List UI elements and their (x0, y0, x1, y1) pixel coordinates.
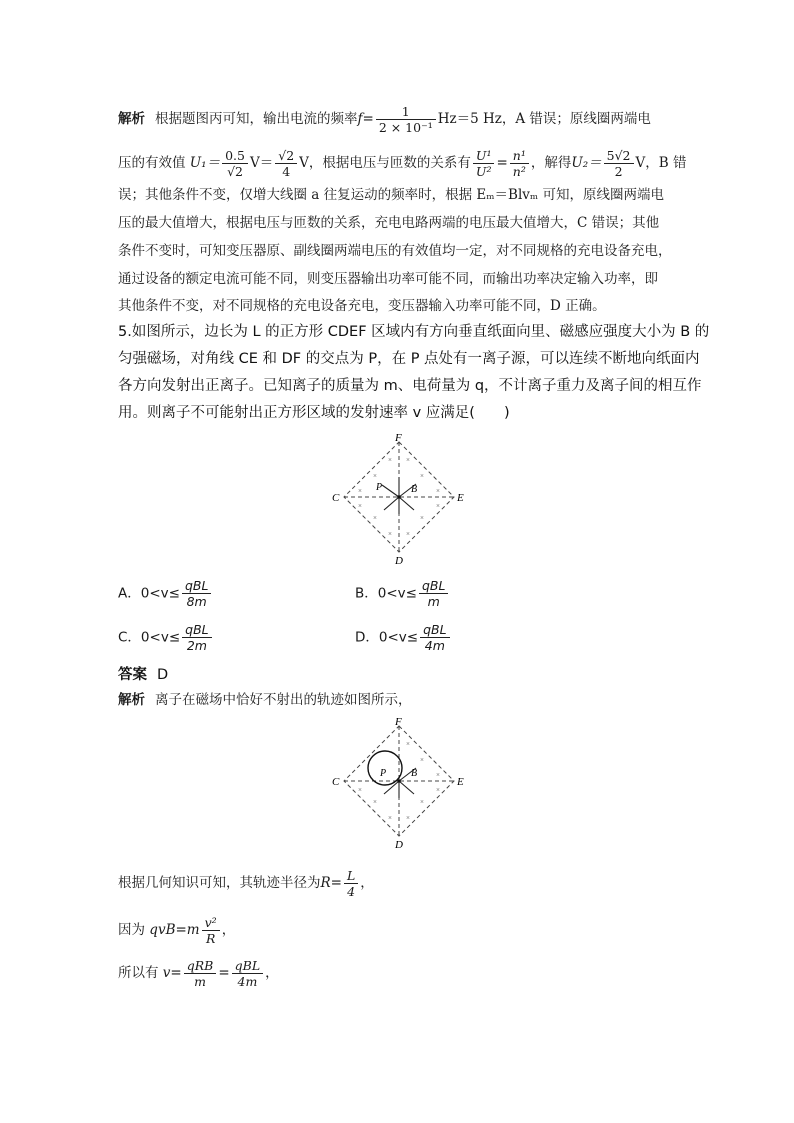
label-p: P (376, 482, 383, 493)
svg-text:×: × (420, 514, 424, 522)
svg-text:×: × (373, 798, 377, 806)
question5-line2: 匀强磁场，对角线 CE 和 DF 的交点为 P，在 P 点处有一离子源，可以连续不断地向纸面内 (118, 351, 700, 367)
question5-line4: 用。则离子不可能射出正方形区域的发射速率 v 应满足( ) (118, 405, 510, 421)
svg-text:×: × (406, 814, 410, 822)
analysis2-force: 因为 qvB=m $\frac{\text{v²}}{R}$ ， (118, 915, 236, 946)
label-c: C (332, 776, 340, 788)
analysis1-line1: 解析 根据题图丙可知，输出电流的频率f= $\frac{1}{\text{2 × 10⁻¹}}$ Hz＝5 Hz，A 错误；原线圈两端电 (118, 104, 651, 135)
analysis1-line6: 通过设备的额定电流可能不同，则变压器输出功率可能不同，而输出功率决定输入功率，即 (118, 271, 658, 287)
svg-text:×: × (436, 786, 440, 794)
svg-text:×: × (436, 502, 440, 510)
fraction: $\frac{1}{\text{2 × 10⁻¹}}$ (376, 104, 436, 135)
svg-text:×: × (358, 502, 362, 510)
svg-text:×: × (406, 456, 410, 464)
svg-text:×: × (388, 456, 392, 464)
question5-line1: 5.如图所示，边长为 L 的正方形 CDEF 区域内有方向垂直纸面向里、磁感应强度大小为 B 的 (118, 324, 710, 340)
label-c: C (332, 492, 340, 504)
label-b: B (411, 484, 418, 495)
analysis1-line5: 条件不变时，可知变压器原、副线圈两端电压的有效值均一定，对不同规格的充电设备充电， (118, 243, 672, 259)
label-p: P (380, 768, 387, 779)
analysis1-line7: 其他条件不变，对不同规格的充电设备充电，变压器输入功率可能不同，D 正确。 (118, 298, 606, 314)
option-c[interactable]: C．0<v≤ $\frac{\text{qBL}}{2m}$ (118, 622, 214, 653)
fraction: $\frac{√2}{4}$ (275, 148, 297, 179)
svg-text:×: × (388, 814, 392, 822)
svg-text:×: × (420, 472, 424, 480)
figure-trajectory (330, 716, 470, 852)
label-d: D (395, 555, 403, 567)
figure-square-field (330, 432, 470, 568)
svg-text:×: × (373, 514, 377, 522)
svg-text:×: × (373, 472, 377, 480)
analysis1-line4: 压的最大值增大，根据电压与匝数的关系，充电电路两端的电压最大值增大，C 错误；其他 (118, 215, 660, 231)
fraction: $\frac{0.5}{√2}$ (222, 148, 248, 179)
svg-text:×: × (420, 756, 424, 764)
analysis2-radius: 根据几何知识可知，其轨迹半径为R= $\frac{L}{4}$ ， (118, 868, 374, 899)
svg-text:×: × (406, 740, 410, 748)
svg-text:×: × (436, 487, 440, 495)
label-b: B (411, 768, 418, 779)
option-d[interactable]: D．0<v≤ $\frac{\text{qBL}}{4m}$ (355, 622, 452, 653)
label-f: F (395, 716, 402, 728)
label-f: F (395, 432, 402, 444)
svg-text:×: × (388, 530, 392, 538)
answer: 答案 D (118, 667, 169, 683)
option-a[interactable]: A．0<v≤ $\frac{\text{qBL}}{8m}$ (118, 578, 213, 609)
svg-text:×: × (406, 530, 410, 538)
label-e: E (457, 776, 464, 788)
label-e: E (457, 492, 464, 504)
svg-text:×: × (420, 798, 424, 806)
question5-line3: 各方向发射出正离子。已知离子的质量为 m、电荷量为 q，不计离子重力及离子间的相互作 (118, 378, 702, 394)
svg-text:×: × (358, 487, 362, 495)
svg-text:×: × (436, 771, 440, 779)
analysis2-velocity: 所以有 v= $\frac{\text{qRB}}{m}$ = $\frac{\text{qBL}}{4m}$ ， (118, 958, 279, 989)
analysis1-line2: 压的有效值 U₁＝ $\frac{0.5}{√2}$ V＝ $\frac{√2}{4}$ V，根据电压与匝数的关系有 $\frac{\text{U¹}}{\text{U²}}$ = $\frac{\text{n¹}}{\text{n²}}$ ，解得U₂＝ $\frac{5√2}{2}$ V，B 错 (118, 148, 687, 179)
analysis1-line3: 误；其他条件不变，仅增大线圈 a 往复运动的频率时，根据 Eₘ＝Blvₘ 可知，原线圈两端电 (118, 187, 664, 203)
analysis-label: 解析 (118, 111, 145, 127)
fraction: $\frac{5√2}{2}$ (604, 148, 634, 179)
fraction: $\frac{\text{U¹}}{\text{U²}}$ (473, 148, 495, 179)
fraction: $\frac{\text{n¹}}{\text{n²}}$ (510, 148, 529, 179)
option-b[interactable]: B．0<v≤ $\frac{\text{qBL}}{m}$ (355, 578, 450, 609)
analysis2-line1: 解析 离子在磁场中恰好不射出的轨迹如图所示， (118, 692, 412, 708)
svg-text:×: × (358, 786, 362, 794)
label-d: D (395, 839, 403, 851)
